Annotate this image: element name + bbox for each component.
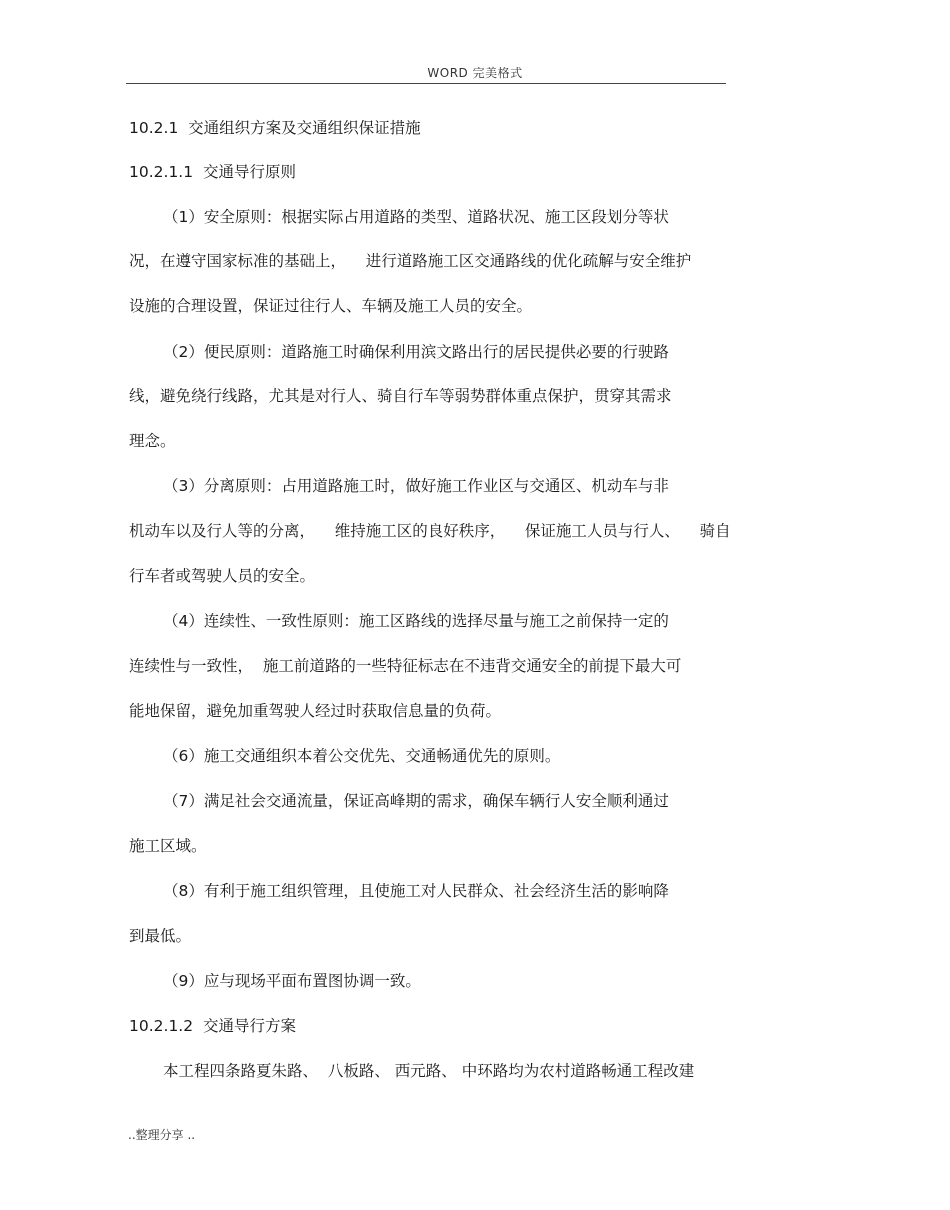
paragraph-line: （9）应与现场平面布置图协调一致。 [163, 972, 421, 990]
paragraph-line: （8）有利于施工组织管理，且使施工对人民群众、社会经济生活的影响降 [163, 882, 669, 900]
subsection-heading: 10.2.1.1 交通导行原则 [129, 163, 296, 181]
paragraph-line: 况，在遵守国家标准的基础上， 进行道路施工区交通路线的优化疏解与安全维护 [129, 252, 692, 270]
paragraph-line: （4）连续性、一致性原则：施工区路线的选择尽量与施工之前保持一定的 [163, 612, 669, 630]
paragraph-line: 连续性与一致性， 施工前道路的一些特征标志在不违背交通安全的前提下最大可 [129, 657, 682, 675]
paragraph-line: 设施的合理设置，保证过往行人、车辆及施工人员的安全。 [129, 297, 533, 315]
paragraph-line: 能地保留，避免加重驾驶人经过时获取信息量的负荷。 [129, 702, 502, 720]
paragraph-line: （1）安全原则：根据实际占用道路的类型、道路状况、施工区段划分等状 [163, 208, 669, 226]
paragraph-line: 施工区域。 [129, 837, 207, 855]
paragraph-line: 线，避免绕行线路，尤其是对行人、骑自行车等弱势群体重点保护，贯穿其需求 [129, 387, 672, 405]
paragraph-line: 本工程四条路夏朱路、 八板路、 西元路、 中环路均为农村道路畅通工程改建 [163, 1062, 695, 1080]
paragraph-line: （2）便民原则：道路施工时确保利用滨文路出行的居民提供必要的行驶路 [163, 343, 669, 361]
paragraph-line: （6）施工交通组织本着公交优先、交通畅通优先的原则。 [163, 747, 561, 765]
paragraph-line: （3）分离原则：占用道路施工时，做好施工作业区与交通区、机动车与非 [163, 477, 669, 495]
subsection-heading: 10.2.1.2 交通导行方案 [129, 1017, 296, 1035]
paragraph-line: 到最低。 [129, 927, 192, 945]
section-heading: 10.2.1 交通组织方案及交通组织保证措施 [129, 119, 421, 137]
page-footer: ..整理分享 .. [128, 1128, 196, 1142]
paragraph-line: 机动车以及行人等的分离， 维持施工区的良好秩序， 保证施工人员与行人、 骑自 [129, 522, 731, 540]
paragraph-line: 理念。 [129, 432, 176, 450]
paragraph-line: （7）满足社会交通流量，保证高峰期的需求，确保车辆行人安全顺利通过 [163, 792, 669, 810]
page-header: WORD 完美格式 [427, 66, 523, 80]
header-rule [126, 83, 726, 84]
paragraph-line: 行车者或驾驶人员的安全。 [129, 567, 316, 585]
